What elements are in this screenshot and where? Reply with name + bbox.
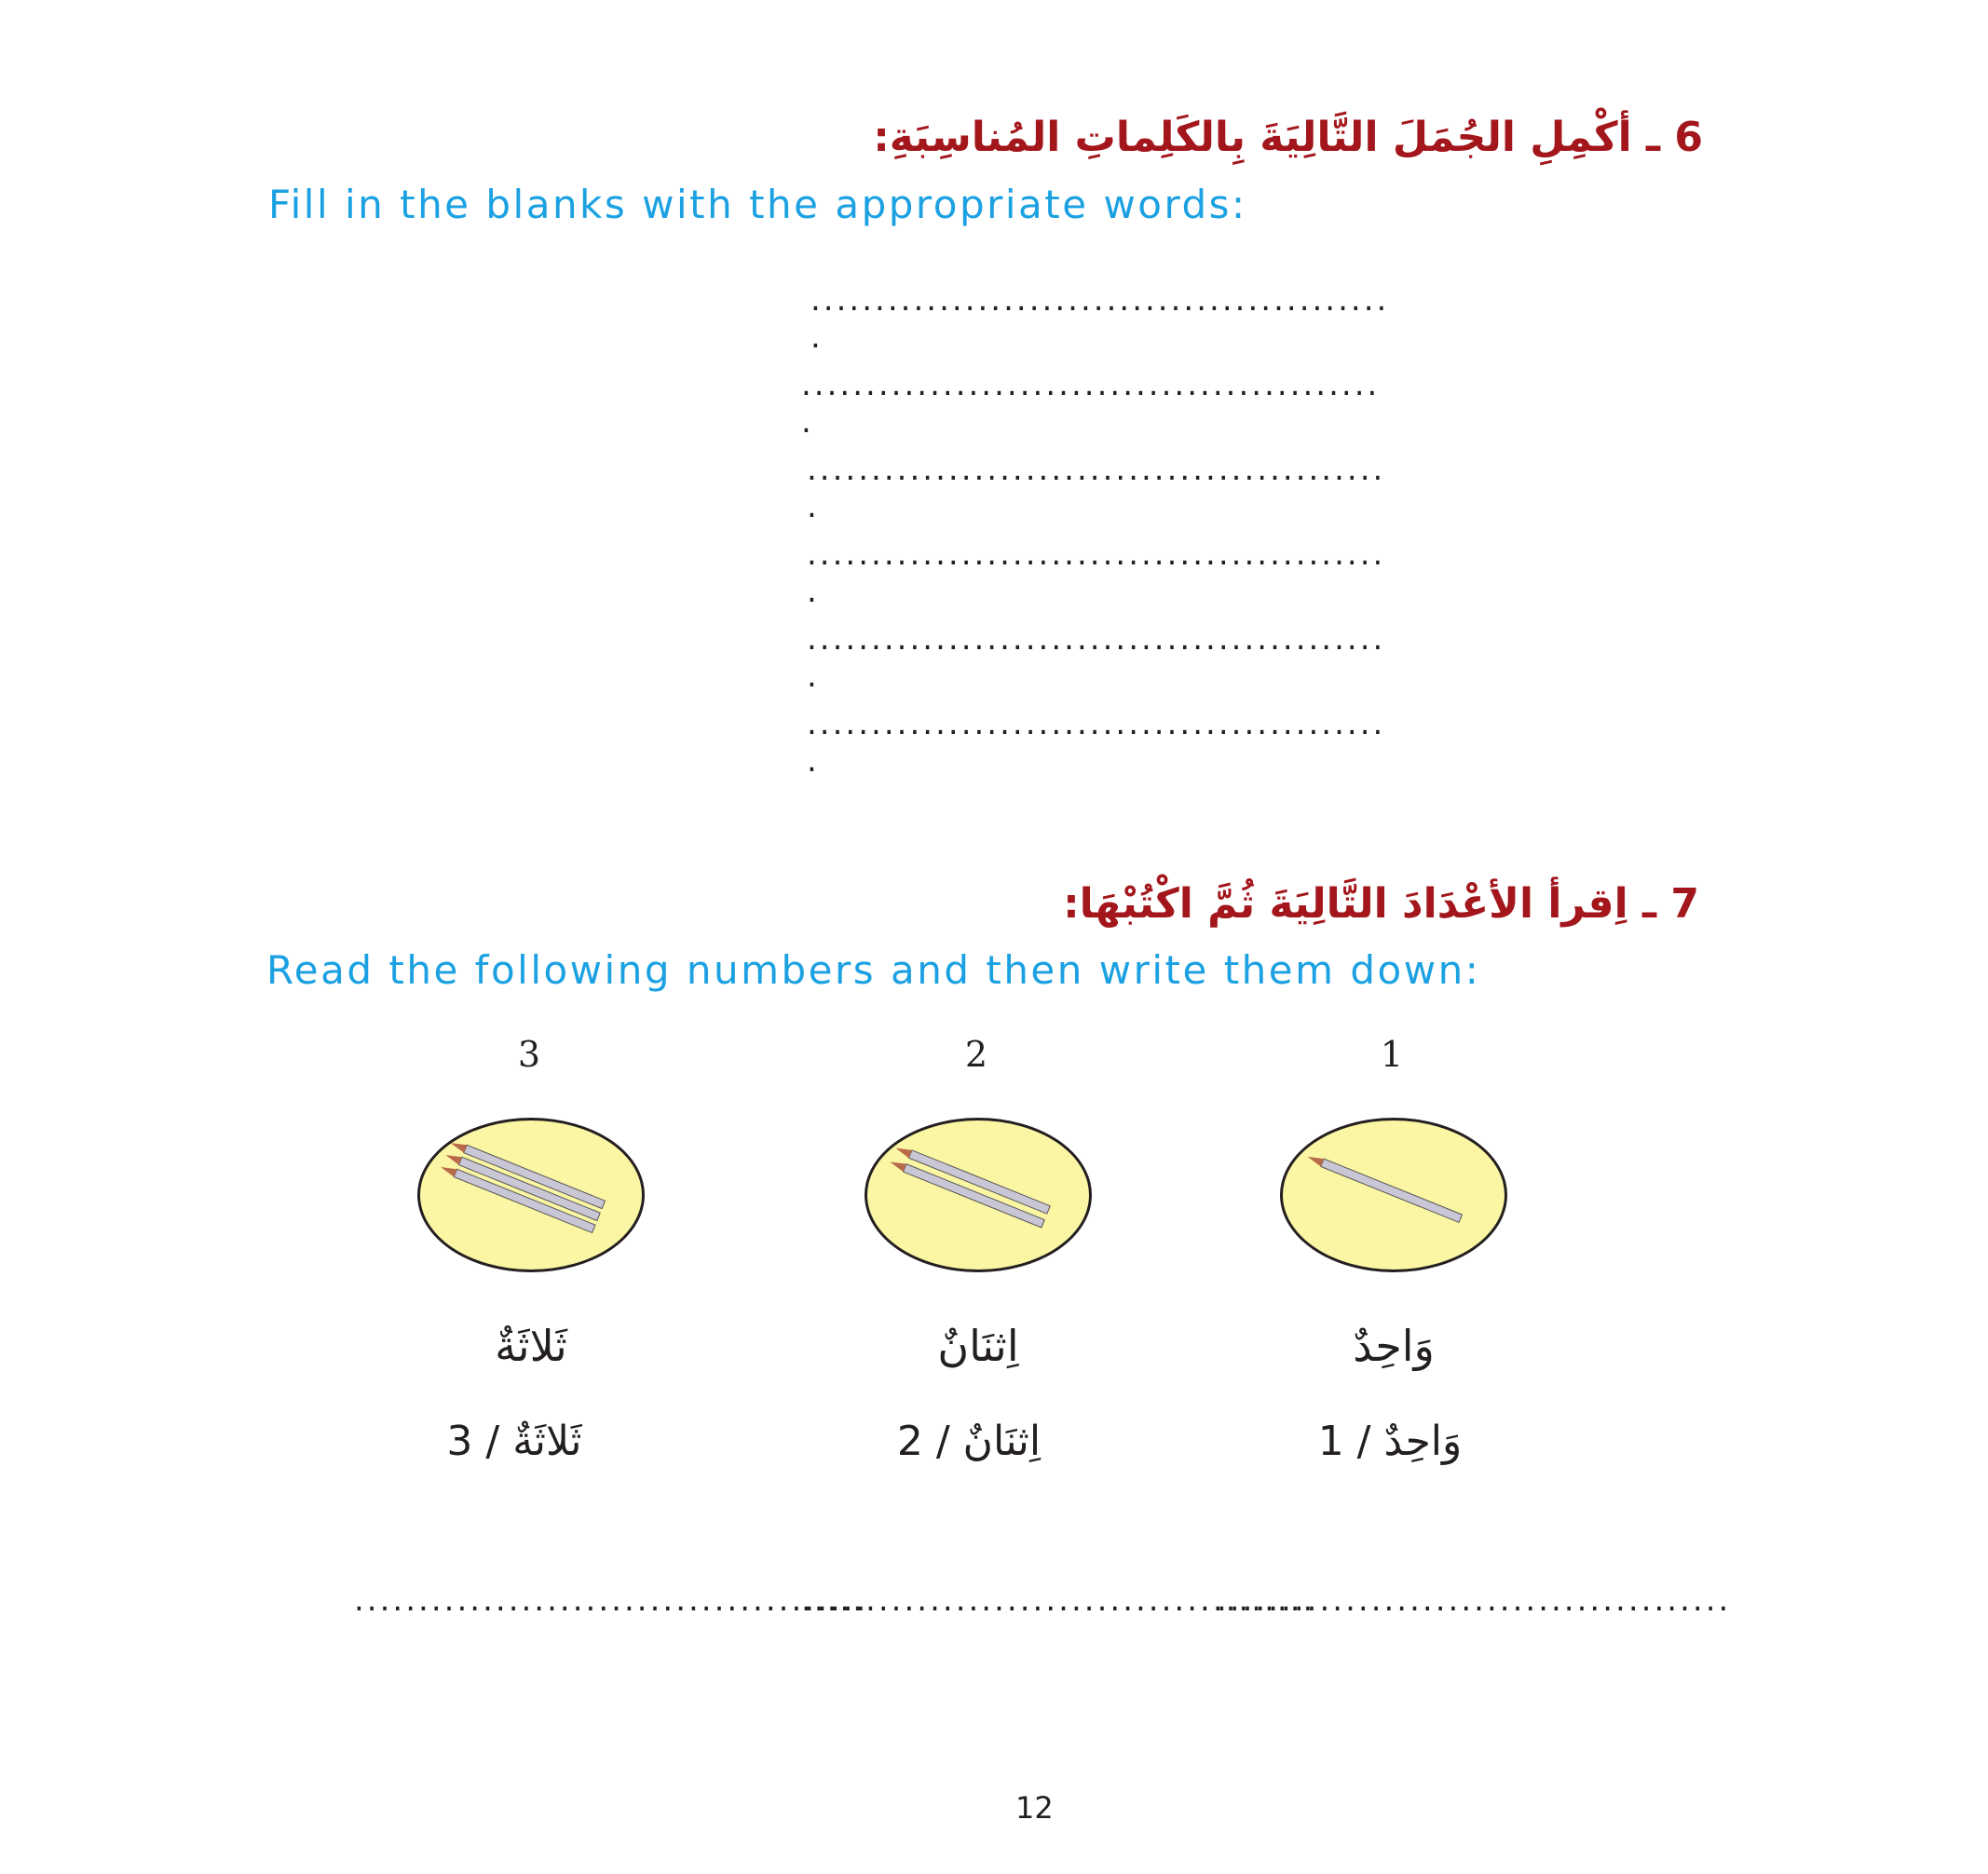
answer-line-3: ........................................ [354,1582,869,1619]
number-pair-2: 2 / اِثنَانٌ [896,1418,1042,1465]
pencils-circle-2 [865,1118,1092,1272]
answer-line-1: ........................................ [1217,1582,1732,1619]
pencils-circle-1 [1280,1118,1507,1272]
pencil-icon [867,1120,1089,1270]
number-pair-3: 3 / ثَلاثَةٌ [446,1418,582,1465]
blank-1: ............................................. . [810,281,1390,356]
number-word-2: اِثنَانٌ [937,1321,1019,1371]
number-word-1: وَاحِدٌ [1353,1321,1435,1371]
section6-heading-en: Fill in the blanks with the appropriate words: [268,182,1247,227]
page-number: 12 [1015,1790,1054,1826]
number-label-3: 3 [517,1034,541,1075]
blank-4: ............................................. . [807,536,1386,610]
number-pair-1: 1 / وَاحِدٌ [1317,1418,1463,1465]
answer-line-2: ........................................ [801,1582,1316,1619]
pencils-circle-3 [417,1118,645,1272]
number-label-1: 1 [1380,1034,1404,1075]
blank-3: ............................................. . [807,451,1386,525]
blank-6: ............................................. . [807,705,1386,780]
blank-2: ............................................. . [801,366,1381,441]
blank-5: ............................................. . [807,620,1386,695]
section6-heading-ar: 6 ـ أكْمِلِ الجُمَلَ التَّالِيَةَ بِالكَلِماتِ المُناسِبَةِ: [873,114,1703,161]
section7-heading-ar: 7 ـ اِقرأ الأعْدَادَ التَّالِيَةَ ثُمَّ اكْتُبْهَا: [1063,880,1699,928]
number-label-2: 2 [964,1034,988,1075]
pencil-icon [1283,1120,1505,1270]
pencil-icon [420,1120,642,1270]
number-word-3: ثَلاثَةٌ [495,1321,567,1371]
section7-heading-en: Read the following numbers and then write them down: [266,947,1481,993]
